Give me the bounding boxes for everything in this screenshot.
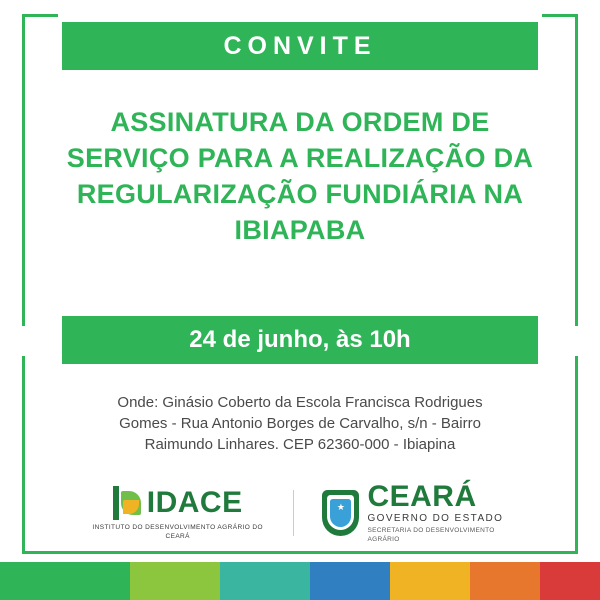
stripe-green [0, 562, 130, 600]
stripe-orange [470, 562, 540, 600]
stripe-yellow [390, 562, 470, 600]
ceara-logo-text [367, 482, 510, 544]
stripe-light-green [130, 562, 220, 600]
ceara-wordmark: CEARÁ [367, 480, 477, 513]
address-line: Raimundo Linhares. CEP 62360-000 - Ibiapina [144, 436, 456, 453]
idace-logo-top [113, 486, 243, 520]
ceara-logo [322, 482, 510, 544]
bottom-color-stripes [0, 562, 600, 600]
page-title: ASSINATURA DA ORDEM DE SERVIÇO PARA A REALIZAÇÃO DA REGULARIZAÇÃO FUNDIÁRIA NA IBIAPABA [66, 107, 534, 245]
shield-icon: ★ [322, 490, 359, 536]
stripe-teal [220, 562, 310, 600]
ceara-secretariat-label: SECRETARIA DO DESENVOLVIMENTO AGRÁRIO [367, 527, 495, 543]
event-address [70, 392, 530, 455]
event-date-label: 24 de junho, às 10h [189, 326, 411, 353]
address-line: Onde: Ginásio Coberto da Escola Francisca Rodrigues [117, 394, 483, 411]
event-date-band [62, 316, 538, 364]
logo-divider [293, 490, 294, 536]
leaf-icon [113, 486, 143, 520]
logo-row [90, 482, 510, 544]
convite-banner [62, 22, 538, 70]
stripe-blue [310, 562, 390, 600]
convite-banner-label: CONVITE [223, 31, 377, 60]
frame-gap-top [58, 12, 542, 22]
ceara-government-label: GOVERNO DO ESTADO [367, 513, 504, 524]
idace-logo [90, 486, 265, 541]
frame-gap-left [18, 326, 66, 356]
frame-gap-right [534, 326, 582, 356]
idace-wordmark: IDACE [146, 485, 243, 519]
decorative-frame [22, 14, 578, 554]
address-line: Gomes - Rua Antonio Borges de Carvalho, s/n - Bairro [119, 415, 481, 432]
stripe-red [540, 562, 600, 600]
idace-tagline: INSTITUTO DO DESENVOLVIMENTO AGRÁRIO DO CEARÁ [92, 523, 263, 540]
